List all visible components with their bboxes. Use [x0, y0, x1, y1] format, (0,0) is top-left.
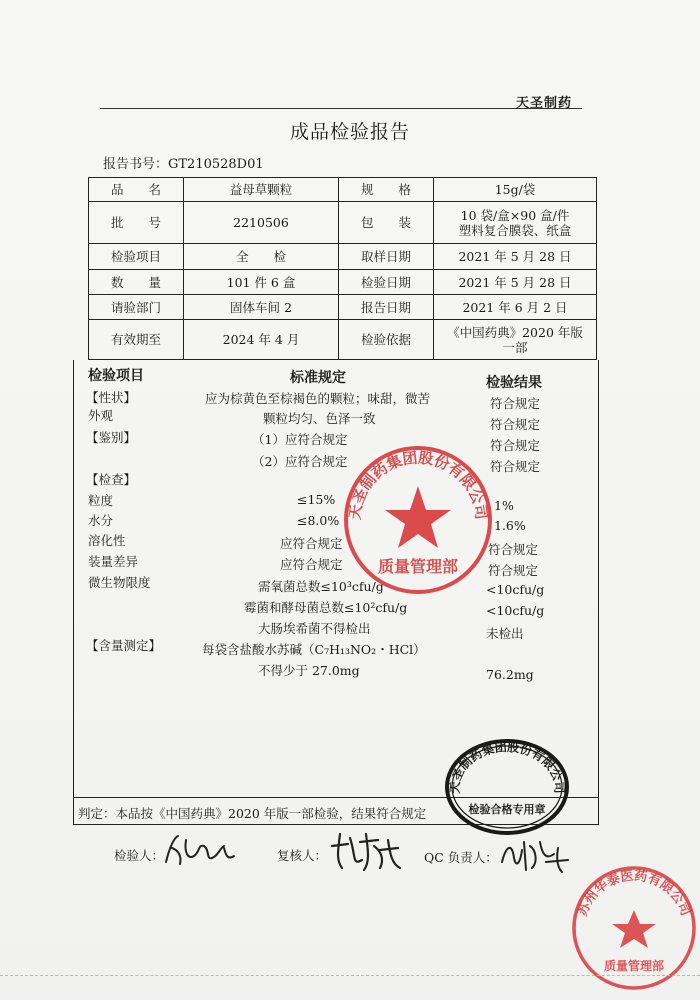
- item-appearance: 外观: [88, 408, 114, 423]
- res-ident-2: 符合规定: [490, 459, 541, 474]
- value-expiry: 2024 年 4 月: [184, 320, 339, 360]
- label-expiry: 有效期至: [89, 320, 184, 360]
- item-solubility: 溶化性: [88, 533, 126, 548]
- reviewer-signature: [326, 826, 406, 876]
- col-standard-header: 标准规定: [290, 370, 346, 386]
- label-test-date: 检验日期: [339, 270, 434, 295]
- label-batch: 批 号: [89, 202, 184, 244]
- col-result-header: 检验结果: [486, 375, 542, 391]
- item-identification: 【鉴别】: [86, 430, 137, 445]
- label-basis: 检验依据: [339, 320, 434, 360]
- label-test-item: 检验项目: [89, 244, 184, 270]
- item-particle-size: 粒度: [88, 493, 114, 508]
- table-row: [89, 270, 597, 295]
- value-basis: [434, 320, 597, 360]
- std-ident-2: （2）应符合规定: [252, 454, 348, 469]
- item-inspection: 【检查】: [86, 472, 137, 487]
- table-row: [89, 202, 597, 244]
- value-test-date: 2021 年 5 月 28 日: [434, 270, 597, 295]
- res-assay: 76.2mg: [486, 667, 534, 682]
- std-solubility: 应符合规定: [280, 536, 343, 551]
- label-product: 品 名: [89, 178, 184, 202]
- qc-label: QC 负责人：: [424, 850, 498, 865]
- res-aerobic: <10cfu/g: [486, 582, 545, 597]
- res-ecoli: 未检出: [486, 626, 524, 641]
- value-test-item: 全 检: [184, 244, 339, 270]
- res-yeast-mold: <10cfu/g: [486, 603, 545, 618]
- package-line-2: 塑料复合膜袋、纸盒: [458, 222, 572, 238]
- table-row: [89, 178, 597, 202]
- value-package: [434, 202, 597, 244]
- basis-line-1: 《中国药典》2020 年版: [447, 324, 583, 340]
- qc-signature: [496, 832, 576, 876]
- res-particle-size: 1%: [494, 498, 514, 513]
- value-quantity: 101 件 6 盒: [184, 270, 339, 295]
- brand-name: 天圣制药: [516, 96, 573, 111]
- item-fill-variation: 装量差异: [88, 554, 139, 569]
- label-spec: 规 格: [339, 178, 434, 202]
- item-microbial: 微生物限度: [88, 575, 151, 590]
- label-quantity: 数 量: [89, 270, 184, 295]
- std-appearance: 颗粒均匀、色泽一致: [263, 411, 376, 426]
- table-row: [89, 320, 597, 360]
- basis-line-2: 一部: [502, 339, 528, 355]
- label-package: 包 装: [339, 202, 434, 244]
- std-ecoli: 大肠埃希菌不得检出: [258, 621, 371, 636]
- std-aerobic: 需氧菌总数≤10³cfu/g: [258, 579, 384, 594]
- value-sample-date: 2021 年 5 月 28 日: [434, 244, 597, 270]
- inspection-stamp-center: 检验合格专用章: [468, 803, 546, 816]
- conclusion-text: 判定：本品按《中国药典》2020 年版一部检验，结果符合规定: [78, 806, 427, 821]
- info-table: [88, 177, 597, 360]
- inspector-label: 检验人：: [114, 848, 165, 863]
- suzhou-stamp-center: 质量管理部: [603, 959, 665, 973]
- reviewer-label: 复核人：: [277, 848, 328, 863]
- table-row: [89, 244, 597, 270]
- report-number: 报告书号：GT210528D01: [103, 157, 264, 172]
- std-ident-1: （1）应符合规定: [252, 432, 348, 447]
- res-solubility: 符合规定: [488, 542, 539, 557]
- item-assay: 【含量测定】: [86, 638, 162, 653]
- label-report-date: 报告日期: [339, 295, 434, 320]
- svg-text:天圣制药集团股份有限公司: [447, 739, 566, 794]
- std-moisture: ≤8.0%: [297, 513, 340, 528]
- value-report-date: 2021 年 6 月 2 日: [434, 295, 597, 320]
- std-assay-1: 每袋含盐酸水苏碱（C₇H₁₃NO₂・HCl）: [202, 642, 426, 657]
- table-row: [89, 295, 597, 320]
- res-appearance: 符合规定: [490, 417, 541, 432]
- value-spec: 15g/袋: [434, 178, 597, 202]
- col-item-header: 检验项目: [88, 368, 144, 384]
- report-title: 成品检验报告: [289, 121, 410, 143]
- package-line-1: 10 袋/盒×90 盒/件: [460, 207, 570, 223]
- item-xingzhuang: 【性状】: [86, 390, 137, 405]
- std-yeast-mold: 霉菌和酵母菌总数≤10²cfu/g: [244, 600, 408, 615]
- res-fill-variation: 符合规定: [488, 563, 539, 578]
- value-product: 益母草颗粒: [184, 178, 339, 202]
- std-assay-2: 不得少于 27.0mg: [258, 663, 360, 678]
- std-xingzhuang: 应为棕黄色至棕褐色的颗粒；味甜，微苦: [205, 391, 431, 406]
- value-department: 固体车间 2: [184, 295, 339, 320]
- label-department: 请验部门: [89, 295, 184, 320]
- quality-stamp-center: 质量管理部: [377, 557, 459, 576]
- res-xingzhuang: 符合规定: [490, 396, 541, 411]
- res-ident-1: 符合规定: [490, 438, 541, 453]
- res-moisture: 1.6%: [494, 518, 526, 533]
- item-moisture: 水分: [88, 513, 114, 528]
- header-rule: [100, 108, 582, 109]
- value-batch: 2210506: [184, 202, 339, 244]
- inspector-signature: [160, 826, 240, 872]
- scan-edge-line: [0, 975, 700, 976]
- inspection-stamp-ring: 天圣制药集团股份有限公司: [447, 740, 567, 794]
- label-sample-date: 取样日期: [339, 244, 434, 270]
- std-particle-size: ≤15%: [297, 492, 336, 507]
- suzhou-stamp-ring: 苏州华泰医药有限公司: [575, 868, 693, 919]
- quality-stamp-ring: 天圣制药集团股份有限公司: [345, 448, 491, 521]
- inspection-stamp: [442, 735, 572, 835]
- quality-dept-stamp: [338, 440, 498, 600]
- std-fill-variation: 应符合规定: [280, 557, 343, 572]
